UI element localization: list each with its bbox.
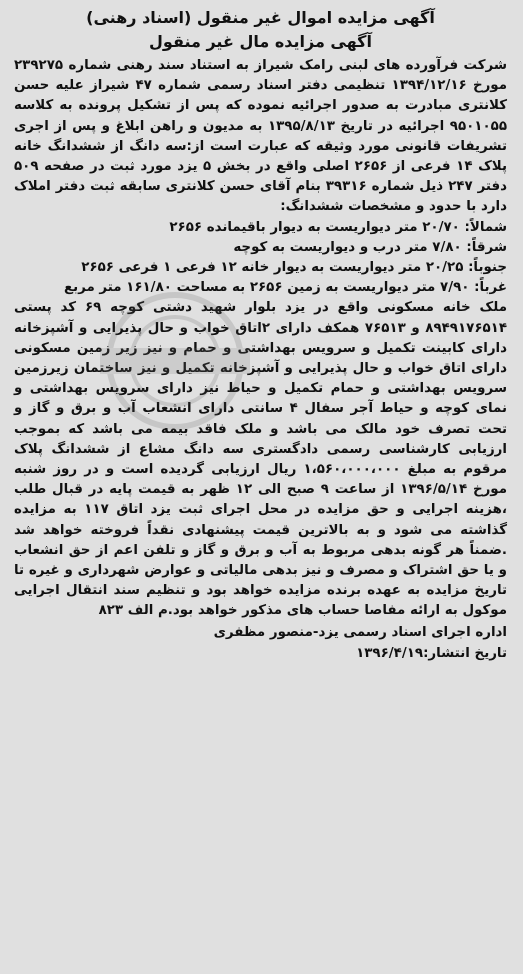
issuing-office: اداره اجرای اسناد رسمی یزد-منصور مظفری (213, 624, 507, 640)
intro-paragraph: شرکت فرآورده های لبنی رامک شیراز به استناد سند رهنی شماره ۲۳۹۲۷۵ مورخ ۱۳۹۴/۱۲/۱۶ تنظیمی دفتر اسناد رسمی شماره ۴۷ شیراز علیه حسن کلانتری مبادرت به صدور اجرائیه نموده که پس از تشکیل پرونده به کلاسه ۹۵۰۱۰۵۵ اجرائیه در تاریخ ۱۳۹۵/۸/۱۳ به مدیون و راهن ابلاغ و پس از اجری تشریفات قانونی مورد وثیقه که عبارت است از:سه دانگ از ششدانگ خانه پلاک ۱۴ فرعی از ۲۶۵۶ اصلی واقع در بخش ۵ یزد مورد ثبت در صفحه ۵۰۹ دفتر ۲۴۷ ذیل شماره ۳۹۳۱۶ بنام آقای حسن کلانتری سابقه ثبت دفتر املاک دارد با حدود و مشخصات ششدانگ: (14, 58, 508, 215)
boundary-north: شمالاً: ۲۰/۷۰ متر دیواریست به دیوار باقیمانده ۲۶۵۶ (169, 219, 507, 235)
notice-title: آگهی مزایده اموال غیر منقول (اسناد رهنی) (86, 8, 435, 27)
boundary-south: جنوباً: ۲۰/۲۵ متر دیواریست به دیوار خانه ۱۲ فرعی ۱ فرعی ۲۶۵۶ (81, 260, 507, 276)
notice-signature (14, 622, 507, 664)
notice-header (14, 6, 507, 54)
boundary-east: شرقاً: ۷/۸۰ متر درب و دیواریست به کوچه (233, 239, 507, 255)
property-description-paragraph: ملک خانه مسکونی واقع در یزد بلوار شهید دشتی کوچه ۶۹ کد پستی ۸۹۴۹۱۷۶۵۱۴ و ۷۶۵۱۳ همکف دارای ۲اتاق خواب و حال پذیرایی و آشپزخانه دارای کابینت تکمیل و سرویس بهداشتی و حمام و نیز زیر زمین مسکونی دارای اتاق خواب و حال پذیرایی و آشپزخانه تکمیل و نیز ساختمان زیرزمین سرویس بهداشتی و حمام تکمیل و حیاط نیز دارای سرویس بهداشتی و نمای کوچه و حیاط آجر سفال ۴ سانتی دارای انشعاب آب و برق و گاز و تحت تصرف خود مالک می باشد و ملک فاقد بیمه می باشد که بموجب ارزیابی کارشناسی رسمی دادگستری سه دانگ مشاع از ششدانگ پلاک مرقوم به مبلغ ۱،۵۶۰،۰۰۰،۰۰۰ ریال ارزیابی گردیده است و در روز شنبه مورخ ۱۳۹۶/۵/۱۴ از ساعت ۹ صبح الی ۱۲ ظهر به قیمت پایه در قبال طلب ،هزینه اجرایی و حق مزایده در محل اجرای ثبت یزد اتاق ۱۱۷ به مزایده گذاشته می شود و به بالاترین قیمت پیشنهادی نقداً فروخته خواهد شد .ضمناً هر گونه بدهی مربوط به آب و برق و گاز و تلفن اعم از حق انشعاب و یا حق اشتراک و مصرف و نیز بدهی مالیاتی و عوارض شهرداری و غیره تا تاریخ مزایده به عهده برنده مزایده خواهد بود و تنظیم سند انتقال اجرایی موکول به ارائه مفاصا حساب های مذکور خواهد بود.م الف ۸۲۳ (14, 300, 508, 619)
notice-body (14, 56, 507, 622)
publish-date: تاریخ انتشار:۱۳۹۶/۴/۱۹ (356, 645, 507, 661)
boundary-west: غرباً: ۷/۹۰ متر دیواریست به زمین ۲۶۵۶ به مساحت ۱۶۱/۸۰ متر مربع (63, 280, 507, 296)
notice-subtitle: آگهی مزایده مال غیر منقول (149, 32, 372, 51)
